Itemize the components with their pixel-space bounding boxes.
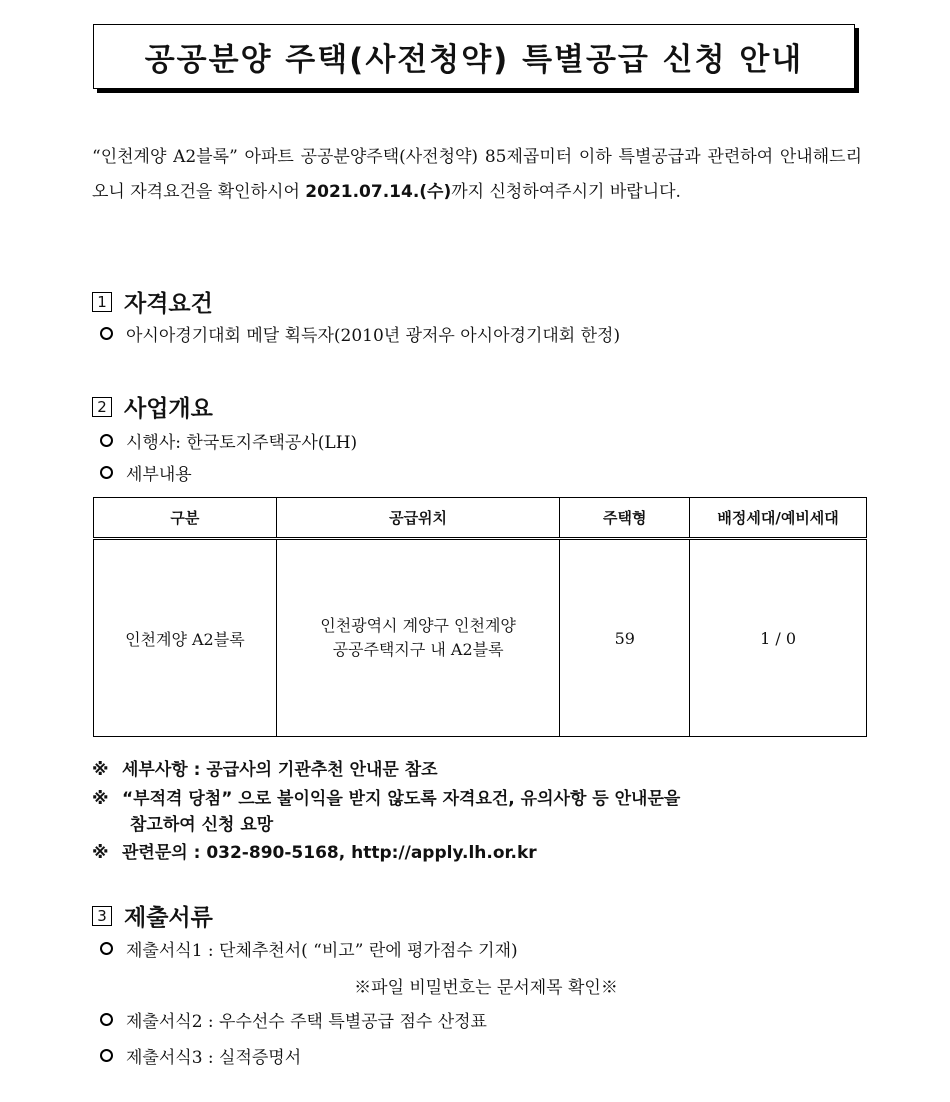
intro-text-after: 까지 신청하여주시기 바랍니다. [451, 182, 681, 202]
table-cell: 59 [560, 539, 690, 737]
table-cell: 인천광역시 계양구 인천계양 공공주택지구 내 A2블록 [276, 539, 560, 737]
circle-bullet-icon [100, 327, 113, 340]
note-text: 관련문의 : 032-890-5168, http://apply.lh.or.kr [122, 843, 537, 863]
note-1 [92, 757, 867, 783]
bullet-text: 제출서식2 : 우수선수 주택 특별공급 점수 산정표 [126, 1012, 487, 1032]
section-1-title: 자격요건 [124, 291, 213, 317]
section-3-number: 3 [92, 906, 112, 926]
circle-bullet-icon [100, 434, 113, 447]
intro-paragraph [92, 140, 862, 210]
section-1-bullet-1 [100, 321, 620, 346]
note-text-continued: 참고하여 신청 요망 [130, 815, 274, 835]
note-text: “부적격 당첨” 으로 불이익을 받지 않도록 자격요건, 유의사항 등 안내문을 [122, 789, 681, 809]
intro-text-before: “인천계양 A2블록” 아파트 공공분양주택(사전청약) 85제곱미터 이하 특별공급과 관련하여 안내해드리오니 자격요건을 확인하시어 [92, 147, 862, 202]
detail-table [93, 497, 867, 737]
reference-mark-icon: ※ [92, 843, 109, 863]
table-cell: 1 / 0 [690, 539, 867, 737]
bullet-text: 시행사: 한국토지주택공사(LH) [126, 433, 358, 453]
section-2-bullet-2 [100, 460, 192, 485]
circle-bullet-icon [100, 1013, 113, 1026]
table-header-cell: 구분 [94, 498, 277, 539]
section-3-bullet-1 [100, 936, 518, 961]
section-2-title: 사업개요 [124, 396, 213, 422]
table-header-cell: 배정세대/예비세대 [690, 498, 867, 539]
intro-deadline: 2021.07.14.(수) [305, 182, 452, 202]
note-text: 세부사항 : 공급사의 기관추천 안내문 참조 [122, 760, 438, 780]
bullet-text: 아시아경기대회 메달 획득자(2010년 광저우 아시아경기대회 한정) [126, 326, 621, 346]
section-3-bullet-3 [100, 1043, 301, 1068]
password-note: ※파일 비밀번호는 문서제목 확인※ [354, 978, 618, 998]
note-3 [92, 840, 867, 866]
table-header-row [94, 498, 867, 539]
note-2 [92, 786, 867, 838]
table-row [94, 539, 867, 737]
section-3-bullet-2 [100, 1007, 487, 1032]
section-2-number: 2 [92, 397, 112, 417]
section-3-heading [92, 899, 213, 932]
bullet-text: 제출서식1 : 단체추천서( “비고” 란에 평가점수 기재) [126, 941, 518, 961]
section-1-number: 1 [92, 292, 112, 312]
page-title: 공공분양 주택(사전청약) 특별공급 신청 안내 [144, 42, 804, 78]
table-cell: 인천계양 A2블록 [94, 539, 277, 737]
section-2-heading [92, 390, 213, 423]
circle-bullet-icon [100, 942, 113, 955]
table-header-cell: 주택형 [560, 498, 690, 539]
reference-mark-icon: ※ [92, 789, 109, 809]
reference-mark-icon: ※ [92, 760, 109, 780]
section-3-title: 제출서류 [124, 905, 213, 931]
section-1-heading [92, 285, 213, 318]
circle-bullet-icon [100, 466, 113, 479]
bullet-text: 제출서식3 : 실적증명서 [126, 1048, 302, 1068]
table-header-cell: 공급위치 [276, 498, 560, 539]
bullet-text: 세부내용 [126, 465, 192, 485]
title-box [93, 24, 855, 89]
circle-bullet-icon [100, 1049, 113, 1062]
section-2-bullet-1 [100, 428, 357, 453]
